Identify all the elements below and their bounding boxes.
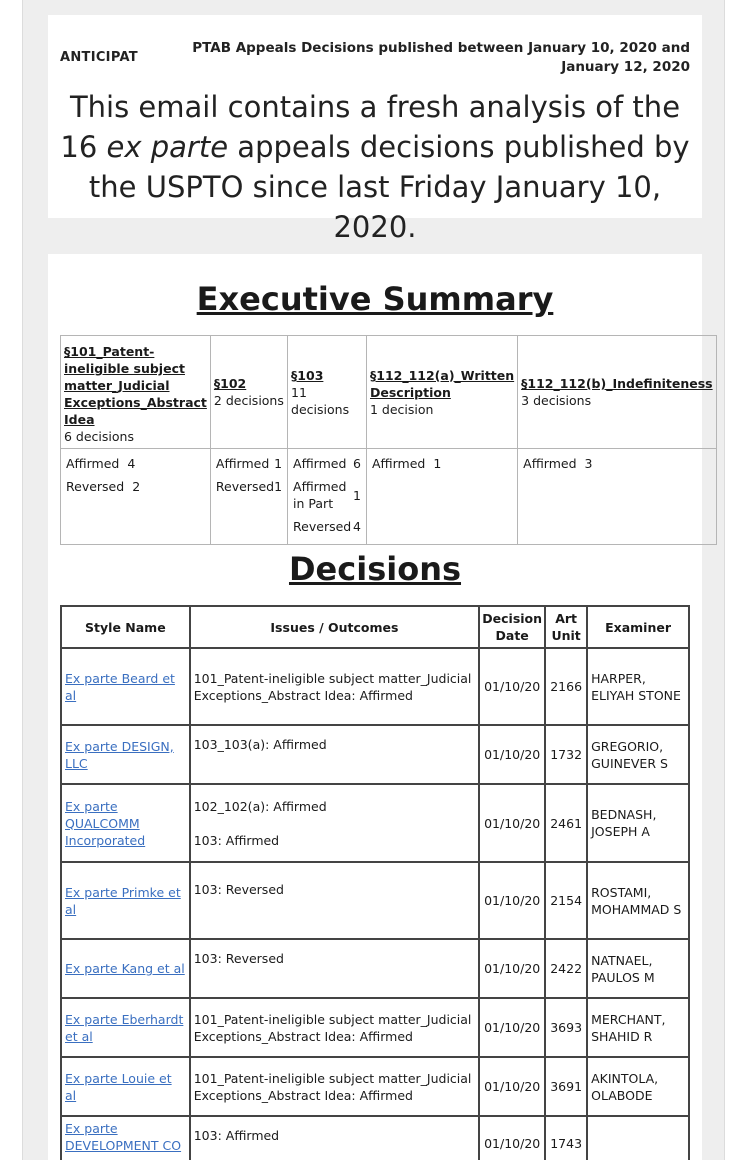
outcome-line [64, 478, 207, 495]
outcome-line [214, 478, 284, 495]
decision-link[interactable]: Ex parte QUALCOMM Incorporated [65, 798, 146, 848]
issues-cell [190, 939, 479, 998]
decision-link[interactable]: Ex parte Beard et al [65, 670, 175, 703]
issues-cell [190, 648, 479, 725]
outcome-value: 1 [274, 479, 283, 494]
art-unit-cell: 2461 [545, 784, 587, 862]
date-cell: 01/10/20 [479, 725, 545, 784]
decisions-header-row [61, 606, 689, 648]
outcome-label: Affirmed [66, 456, 120, 471]
summary-col-112b [518, 336, 716, 449]
examiner-cell: HARPER, ELIYAH STONE [587, 648, 689, 725]
style-cell[interactable] [61, 784, 190, 862]
intro-part1: This email contains a fresh analysis of the 16 [60, 90, 681, 164]
summary-col-101 [61, 336, 211, 449]
table-row [61, 648, 689, 725]
summary-col-112a [367, 336, 518, 449]
art-unit-cell: 3693 [545, 998, 587, 1057]
summary-outcomes-112b [518, 449, 716, 545]
col-header-style: Style Name [61, 606, 190, 648]
outcome-label: Affirmed [215, 456, 270, 471]
date-cell: 01/10/20 [479, 648, 545, 725]
outcome-line [370, 455, 514, 472]
summary-col-103 [288, 336, 367, 449]
summary-link-101[interactable]: §101_Patent-ineligible subject matter_Judicial Exceptions_Abstract Idea [64, 344, 207, 427]
issues-cell [190, 1116, 479, 1160]
table-row [61, 784, 689, 862]
style-cell[interactable] [61, 648, 190, 725]
executive-summary-title: Executive Summary [196, 280, 554, 318]
outcome-label: Affirmed [293, 456, 347, 471]
outcome-line [521, 455, 712, 472]
outcome-line [214, 455, 284, 472]
art-unit-cell: 2166 [545, 648, 587, 725]
style-cell[interactable] [61, 939, 190, 998]
summary-link-112a[interactable]: §112_112(a)_Written Description [370, 367, 515, 400]
publication-title: PTAB Appeals Decisions published between January 10, 2020 and January 12, 2020 [192, 40, 690, 75]
summary-count: 3 decisions [521, 393, 592, 408]
style-cell[interactable] [61, 1116, 190, 1160]
issues-cell [190, 862, 479, 939]
col-header-art: Art Unit [545, 606, 587, 648]
outcome-value: 2 [132, 479, 141, 494]
examiner-cell: GREGORIO, GUINEVER S [587, 725, 689, 784]
table-row [61, 1116, 689, 1160]
issue-line: 103: Reversed [193, 882, 284, 897]
summary-outcomes-112a [367, 449, 518, 545]
outcome-value: 1 [433, 456, 442, 471]
issue-line: 101_Patent-ineligible subject matter_Judicial Exceptions_Abstract Idea: Affirmed [193, 1070, 472, 1103]
issue-line: 101_Patent-ineligible subject matter_Judicial Exceptions_Abstract Idea: Affirmed [193, 670, 472, 703]
examiner-cell: AKINTOLA, OLABODE [587, 1057, 689, 1116]
outcome-value: 1 [353, 487, 361, 503]
decisions-table [60, 605, 690, 1160]
outcome-value: 6 [353, 456, 361, 471]
issue-line: 101_Patent-ineligible subject matter_Judicial Exceptions_Abstract Idea: Affirmed [193, 1011, 472, 1044]
summary-link-112b[interactable]: §112_112(b)_Indefiniteness [521, 376, 713, 391]
outcome-label: Reversed [293, 519, 352, 534]
summary-col-102 [210, 336, 287, 449]
examiner-cell: BEDNASH, JOSEPH A [587, 784, 689, 862]
date-cell: 01/10/20 [479, 998, 545, 1057]
date-cell: 01/10/20 [479, 1057, 545, 1116]
art-unit-cell: 3691 [545, 1057, 587, 1116]
outcome-value: 4 [353, 519, 361, 534]
outcome-line [291, 478, 363, 512]
issue-line: 102_102(a): Affirmed [193, 798, 327, 814]
date-cell: 01/10/20 [479, 784, 545, 862]
col-header-date: Decision Date [479, 606, 545, 648]
art-unit-cell: 2422 [545, 939, 587, 998]
table-row [61, 1057, 689, 1116]
issues-cell [190, 725, 479, 784]
decision-link[interactable]: Ex parte DESIGN, LLC [65, 738, 174, 771]
issue-line: 103_103(a): Affirmed [193, 737, 327, 752]
brand-name: ANTICIPAT [60, 50, 138, 65]
style-cell[interactable] [61, 1057, 190, 1116]
summary-count: 6 decisions [64, 429, 134, 444]
summary-link-103[interactable]: §103 [291, 367, 324, 383]
table-row [61, 725, 689, 784]
summary-count: 1 decision [370, 401, 434, 417]
decision-link[interactable]: Ex parte DEVELOPMENT CO [65, 1121, 182, 1153]
table-row [61, 998, 689, 1057]
summary-count: 2 decisions [213, 393, 284, 408]
examiner-cell [587, 1116, 689, 1160]
summary-link-102[interactable]: §102 [213, 376, 247, 391]
examiner-cell: MERCHANT, SHAHID R [587, 998, 689, 1057]
outcome-line [64, 455, 207, 472]
decisions-title: Decisions [288, 550, 462, 588]
summary-header-row [61, 336, 717, 449]
outcome-label: Reversed [215, 479, 275, 494]
outcome-label: Affirmed [523, 456, 577, 471]
outcome-value: 1 [274, 456, 283, 471]
examiner-cell: NATNAEL, PAULOS M [587, 939, 689, 998]
decision-link[interactable]: Ex parte Kang et al [65, 961, 185, 976]
outcome-label: Reversed [66, 479, 125, 494]
issues-cell [190, 998, 479, 1057]
col-header-examiner: Examiner [587, 606, 689, 648]
art-unit-cell: 1743 [545, 1116, 587, 1160]
summary-count: 11 decisions [291, 384, 350, 417]
examiner-cell: ROSTAMI, MOHAMMAD S [587, 862, 689, 939]
header-card [48, 15, 702, 244]
issue-line: 103: Affirmed [193, 832, 280, 848]
date-cell: 01/10/20 [479, 939, 545, 998]
summary-outcomes-103 [288, 449, 367, 545]
issues-cell [190, 1057, 479, 1116]
summary-outcomes-101 [61, 449, 211, 545]
summary-table [60, 335, 717, 545]
style-cell[interactable] [61, 998, 190, 1057]
intro-text [48, 87, 702, 247]
table-row [61, 862, 689, 939]
issues-cell [190, 784, 479, 862]
outcome-value: 3 [584, 456, 593, 471]
outcome-label: Affirmed in Part [293, 479, 347, 511]
summary-outcome-row [61, 449, 717, 545]
intro-part2: appeals decisions published by the USPTO since last Friday January 10, 2020. [88, 130, 690, 244]
main-card [48, 254, 713, 1160]
date-cell: 01/10/20 [479, 1116, 545, 1160]
outcome-label: Affirmed [372, 456, 426, 471]
art-unit-cell: 2154 [545, 862, 587, 939]
summary-outcomes-102 [210, 449, 287, 545]
table-row [61, 939, 689, 998]
col-header-issues: Issues / Outcomes [190, 606, 479, 648]
outcome-line [291, 518, 363, 535]
decision-link[interactable]: Ex parte Louie et al [65, 1070, 172, 1103]
style-cell[interactable] [61, 725, 190, 784]
intro-emphasis: ex parte [106, 130, 229, 164]
outcome-value: 4 [127, 456, 136, 471]
issue-line: 103: Affirmed [193, 1128, 280, 1143]
outcome-line [291, 455, 363, 472]
decision-link[interactable]: Ex parte Primke et al [65, 884, 181, 917]
decision-link[interactable]: Ex parte Eberhardt et al [65, 1011, 184, 1044]
date-cell: 01/10/20 [479, 862, 545, 939]
art-unit-cell: 1732 [545, 725, 587, 784]
issue-line: 103: Reversed [193, 951, 284, 966]
style-cell[interactable] [61, 862, 190, 939]
